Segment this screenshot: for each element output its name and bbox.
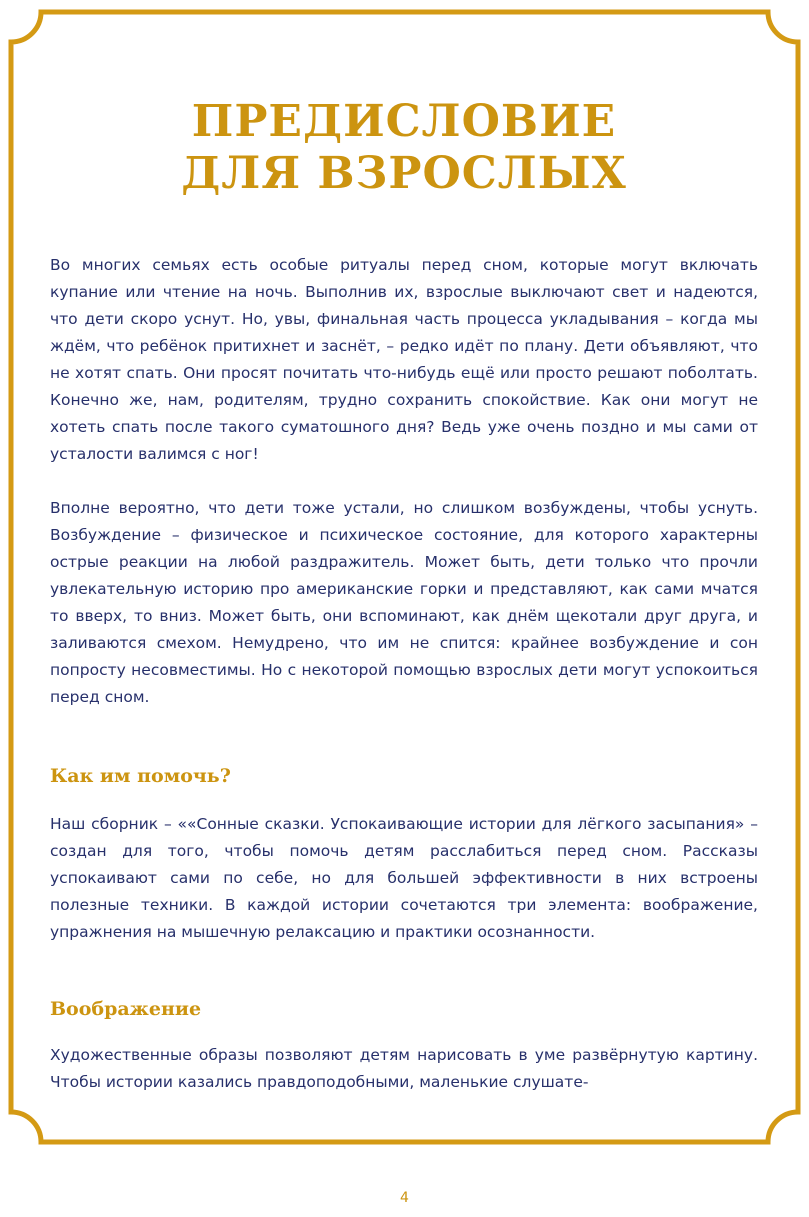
page-content: [50, 96, 758, 1096]
intro-paragraph-1: Во многих семьях есть особые ритуалы перед сном, которые могут включать купание или чтение на ночь. Выполнив их, взрослые выключают свет и надеются, что дети скоро уснут. Но, увы, финальная часть процесса укладывания – когда мы ждём, что ребёнок притихнет и заснёт, – редко идёт по плану. Дети объявляют, что не хотят спать. Они просят почитать что-нибудь ещё или просто решают поболтать. Конечно же, нам, родителям, трудно сохранить спокойствие. Как они могут не хотеть спать после такого суматошного дня? Ведь уже очень поздно и мы сами от усталости валимся с ног!: [50, 256, 758, 463]
section-help-paragraph: Наш сборник – ««Сонные сказки. Успокаивающие истории для лёгкого засыпания» – создан для того, чтобы помочь детям расслабиться перед сном. Рассказы успокаивают сами по себе, но для большей эффективности в них встроены полезные техники. В каждой истории сочетаются три элемента: воображение, упражнения на мышечную релаксацию и практики осознанности.: [50, 815, 758, 941]
page-number: 4: [400, 1190, 409, 1206]
page-title: [50, 96, 758, 200]
page-title-line-2: ДЛЯ ВЗРОСЛЫХ: [181, 148, 627, 199]
section-heading-help: Как им помочь?: [50, 765, 231, 787]
section-heading-imagination: Воображение: [50, 998, 202, 1020]
page-title-line-1: ПРЕДИСЛОВИЕ: [191, 96, 617, 147]
intro-paragraph-2: Вполне вероятно, что дети тоже устали, но слишком возбуждены, чтобы уснуть. Возбуждение – физическое и психическое состояние, для которого характерны острые реакции на любой раздражитель. Может быть, дети только что прочли увлекательную историю про американские горки и представляют, как сами мчатся то вверх, то вниз. Может быть, они вспоминают, как днём щекотали друг друга, и заливаются смехом. Немудрено, что им не спится: крайнее возбуждение и сон попросту несовместимы. Но с некоторой помощью взрослых дети могут успокоиться перед сном.: [50, 499, 758, 706]
section-imagination-paragraph: Художественные образы позволяют детям нарисовать в уме развёрнутую картину. Чтобы истории казались правдоподобными, маленькие слушате-: [50, 1046, 758, 1091]
